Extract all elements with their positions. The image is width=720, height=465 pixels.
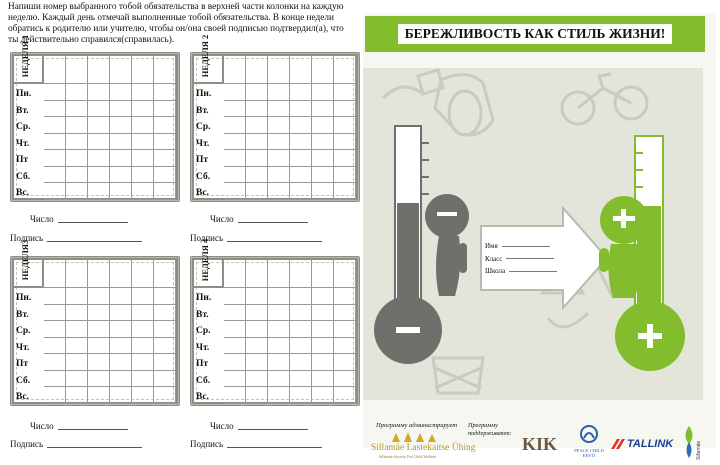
grid-cell[interactable] [88, 117, 110, 134]
grid-cell[interactable] [246, 150, 268, 167]
grid-cell[interactable] [334, 354, 356, 371]
grid-cell[interactable] [110, 84, 132, 101]
grid-cell[interactable] [334, 84, 356, 101]
grid-cell[interactable] [268, 260, 290, 288]
grid-cell[interactable] [290, 354, 312, 371]
grid-cell[interactable] [268, 305, 290, 322]
poster-title: БЕРЕЖЛИВОСТЬ КАК СТИЛЬ ЖИЗНИ! [398, 24, 673, 44]
grid-cell[interactable] [88, 84, 110, 101]
grid-cell[interactable] [44, 260, 66, 288]
grid-cell[interactable] [312, 84, 334, 101]
grid-cell[interactable] [224, 387, 246, 404]
grid-cell[interactable] [88, 338, 110, 355]
grid-cell[interactable] [44, 387, 66, 404]
grid-cell[interactable] [268, 84, 290, 101]
grid-cell[interactable] [110, 305, 132, 322]
peace-child-logo: PEACE CHILD EESTI [571, 424, 607, 462]
grid-cell[interactable] [132, 56, 154, 84]
grid-cell[interactable] [66, 56, 88, 84]
grid-cell[interactable] [110, 117, 132, 134]
sillamae-city-logo: Sillamäe [682, 424, 710, 462]
city-emblem-icon [682, 424, 696, 460]
grid-cell[interactable] [334, 183, 356, 200]
grid-cell[interactable] [334, 150, 356, 167]
grid-cell[interactable] [290, 338, 312, 355]
grid-cell[interactable] [154, 387, 176, 404]
grid-cell[interactable] [334, 134, 356, 151]
grid-cell[interactable] [312, 117, 334, 134]
day-label: Вс. [16, 188, 29, 198]
grid-cell[interactable] [268, 371, 290, 388]
grid-cell[interactable] [66, 84, 88, 101]
grid-cell[interactable] [312, 321, 334, 338]
grid-cell[interactable] [224, 84, 246, 101]
grid-cell[interactable] [246, 84, 268, 101]
grid-cell[interactable] [312, 354, 334, 371]
grid-cell[interactable] [132, 150, 154, 167]
week-4-grid[interactable] [224, 260, 356, 404]
grid-cell[interactable] [224, 338, 246, 355]
grid-cell[interactable] [44, 371, 66, 388]
grid-cell[interactable] [154, 56, 176, 84]
week-1-date-line[interactable]: Число [30, 214, 128, 224]
grid-cell[interactable] [312, 183, 334, 200]
grid-cell[interactable] [44, 321, 66, 338]
grid-cell[interactable] [224, 134, 246, 151]
grid-cell[interactable] [334, 56, 356, 84]
grid-cell[interactable] [246, 56, 268, 84]
grid-cell[interactable] [246, 321, 268, 338]
grid-cell[interactable] [312, 260, 334, 288]
day-label: Вс. [196, 188, 209, 198]
week-4-days [196, 290, 224, 406]
grid-cell[interactable] [334, 321, 356, 338]
day-label: Ср. [196, 326, 211, 336]
grid-cell[interactable] [268, 101, 290, 118]
week-2-table [190, 34, 360, 202]
day-label: Пт [16, 359, 29, 369]
day-label: Ср. [16, 122, 31, 132]
grid-cell[interactable] [132, 117, 154, 134]
grid-cell[interactable] [66, 183, 88, 200]
week-1-sign-line[interactable]: Подпись [10, 233, 142, 243]
grid-cell[interactable] [154, 150, 176, 167]
week-1-grid[interactable] [44, 56, 176, 200]
grid-cell[interactable] [290, 150, 312, 167]
grid-cell[interactable] [132, 387, 154, 404]
org-logo-icon [388, 430, 438, 444]
grid-cell[interactable] [66, 387, 88, 404]
week-4-date-line[interactable]: Число [210, 421, 308, 431]
grid-cell[interactable] [88, 305, 110, 322]
day-label: Сб. [16, 171, 31, 182]
instructions-text: Напиши номер выбранного тобой обязательства в верхней части колонки на каждую неделю. Каждый день отмечай выполненные тобой обязательства. В конце недели обратись к родителю или учителю, чтобы он/она своей подписью подтвердил(а), что ты действительно справился(справилась). [8, 2, 344, 45]
week-1-days [16, 86, 44, 202]
week-2-grid[interactable] [224, 56, 356, 200]
grid-cell[interactable] [224, 150, 246, 167]
grid-cell[interactable] [334, 117, 356, 134]
grid-cell[interactable] [66, 101, 88, 118]
grid-cell[interactable] [154, 321, 176, 338]
grid-cell[interactable] [334, 305, 356, 322]
grid-cell[interactable] [44, 288, 66, 305]
day-label: Пн. [196, 89, 212, 99]
grid-cell[interactable] [44, 150, 66, 167]
grid-cell[interactable] [268, 117, 290, 134]
week-3-days [16, 290, 44, 406]
grid-cell[interactable] [66, 321, 88, 338]
grid-cell[interactable] [88, 260, 110, 288]
grid-cell[interactable] [110, 167, 132, 184]
grid-cell[interactable] [44, 338, 66, 355]
grid-cell[interactable] [312, 371, 334, 388]
grid-cell[interactable] [44, 167, 66, 184]
grid-cell[interactable] [334, 101, 356, 118]
day-label: Чт. [16, 342, 30, 353]
grid-cell[interactable] [44, 84, 66, 101]
grid-cell[interactable] [66, 150, 88, 167]
grid-cell[interactable] [154, 305, 176, 322]
grid-cell[interactable] [312, 150, 334, 167]
poster-illustration [363, 68, 703, 400]
tallink-icon [611, 439, 625, 449]
day-label: Вт. [196, 309, 209, 320]
grid-cell[interactable] [66, 371, 88, 388]
day-label: Вт. [16, 105, 29, 116]
grid-cell[interactable] [290, 260, 312, 288]
grid-cell[interactable] [132, 338, 154, 355]
day-label: Пн. [16, 293, 32, 303]
class-field[interactable]: Класс [485, 253, 557, 266]
grid-cell[interactable] [66, 305, 88, 322]
week-3-table [10, 239, 180, 406]
tallink-logo: TALLINK [611, 438, 673, 450]
grid-cell[interactable] [132, 101, 154, 118]
grid-cell[interactable] [44, 354, 66, 371]
day-label: Пт [196, 359, 209, 369]
day-label: Чт. [196, 342, 210, 353]
grid-cell[interactable] [132, 321, 154, 338]
day-label: Пн. [196, 293, 212, 303]
grid-cell[interactable] [88, 371, 110, 388]
week-1-title: НЕДЕЛЯ 1 [20, 34, 30, 78]
grid-cell[interactable] [268, 321, 290, 338]
week-2-sign-line[interactable]: Подпись [190, 233, 322, 243]
grid-cell[interactable] [290, 134, 312, 151]
grid-cell[interactable] [88, 167, 110, 184]
poster-title-banner [365, 16, 705, 52]
grid-cell[interactable] [44, 101, 66, 118]
grid-cell[interactable] [224, 183, 246, 200]
day-label: Вт. [196, 105, 209, 116]
org-name: Sillamäe Lastekaitse Ühing [371, 443, 476, 453]
grid-cell[interactable] [224, 101, 246, 118]
grid-cell[interactable] [110, 338, 132, 355]
grid-cell[interactable] [88, 56, 110, 84]
day-label: Пт [16, 155, 29, 165]
day-label: Вт. [16, 309, 29, 320]
grid-cell[interactable] [110, 260, 132, 288]
grid-cell[interactable] [110, 288, 132, 305]
day-label: Ср. [196, 122, 211, 132]
grid-cell[interactable] [154, 134, 176, 151]
grid-cell[interactable] [154, 167, 176, 184]
grid-cell[interactable] [154, 371, 176, 388]
grid-cell[interactable] [224, 56, 246, 84]
grid-cell[interactable] [290, 84, 312, 101]
grid-cell[interactable] [154, 101, 176, 118]
grid-cell[interactable] [132, 84, 154, 101]
grid-cell[interactable] [224, 288, 246, 305]
grid-cell[interactable] [246, 167, 268, 184]
grid-cell[interactable] [154, 117, 176, 134]
grid-cell[interactable] [312, 167, 334, 184]
grid-cell[interactable] [132, 371, 154, 388]
grid-cell[interactable] [154, 84, 176, 101]
kik-logo: KIK [522, 434, 558, 454]
grid-cell[interactable] [290, 288, 312, 305]
grid-cell[interactable] [110, 387, 132, 404]
grid-cell[interactable] [88, 354, 110, 371]
grid-cell[interactable] [88, 101, 110, 118]
day-label: Пн. [16, 89, 32, 99]
grid-cell[interactable] [132, 167, 154, 184]
grid-cell[interactable] [290, 371, 312, 388]
grid-cell[interactable] [246, 371, 268, 388]
day-label: Вс. [16, 392, 29, 402]
grid-cell[interactable] [246, 260, 268, 288]
grid-cell[interactable] [290, 183, 312, 200]
grid-cell[interactable] [66, 134, 88, 151]
week-4-sign-line[interactable]: Подпись [190, 439, 322, 449]
grid-cell[interactable] [290, 56, 312, 84]
grid-cell[interactable] [290, 117, 312, 134]
grid-cell[interactable] [268, 387, 290, 404]
grid-cell[interactable] [224, 167, 246, 184]
week-2-date-line[interactable]: Число [210, 214, 308, 224]
grid-cell[interactable] [224, 371, 246, 388]
week-2-days [196, 86, 224, 202]
week-3-grid[interactable] [44, 260, 176, 404]
grid-cell[interactable] [224, 305, 246, 322]
grid-cell[interactable] [268, 134, 290, 151]
grid-cell[interactable] [88, 183, 110, 200]
grid-cell[interactable] [110, 101, 132, 118]
grid-cell[interactable] [88, 288, 110, 305]
grid-cell[interactable] [66, 167, 88, 184]
grid-cell[interactable] [132, 288, 154, 305]
grid-cell[interactable] [246, 354, 268, 371]
grid-cell[interactable] [290, 167, 312, 184]
grid-cell[interactable] [246, 288, 268, 305]
grid-cell[interactable] [110, 134, 132, 151]
name-fields [485, 240, 557, 278]
grid-cell[interactable] [224, 260, 246, 288]
grid-cell[interactable] [290, 387, 312, 404]
grid-cell[interactable] [88, 134, 110, 151]
grid-cell[interactable] [132, 134, 154, 151]
grid-cell[interactable] [312, 288, 334, 305]
grid-cell[interactable] [44, 134, 66, 151]
grid-cell[interactable] [268, 56, 290, 84]
grid-cell[interactable] [268, 167, 290, 184]
grid-cell[interactable] [334, 371, 356, 388]
school-field[interactable]: Школа [485, 265, 557, 278]
grid-cell[interactable] [44, 183, 66, 200]
grid-cell[interactable] [290, 321, 312, 338]
grid-cell[interactable] [88, 150, 110, 167]
day-label: Чт. [196, 138, 210, 149]
grid-cell[interactable] [268, 150, 290, 167]
grid-cell[interactable] [132, 260, 154, 288]
grid-cell[interactable] [224, 321, 246, 338]
day-label: Ср. [16, 326, 31, 336]
grid-cell[interactable] [312, 134, 334, 151]
grid-cell[interactable] [110, 56, 132, 84]
day-label: Сб. [196, 375, 211, 386]
grid-cell[interactable] [154, 288, 176, 305]
grid-cell[interactable] [290, 305, 312, 322]
grid-cell[interactable] [246, 134, 268, 151]
grid-cell[interactable] [110, 183, 132, 200]
grid-cell[interactable] [88, 387, 110, 404]
support-caption: Программу поддерживают: [468, 422, 512, 437]
grid-cell[interactable] [268, 288, 290, 305]
day-label: Пт [196, 155, 209, 165]
week-3-date-line[interactable]: Число [30, 421, 128, 431]
grid-cell[interactable] [334, 288, 356, 305]
week-3-sign-line[interactable]: Подпись [10, 439, 142, 449]
week-2-title: НЕДЕЛЯ 2 [200, 34, 210, 78]
grid-cell[interactable] [290, 101, 312, 118]
grid-cell[interactable] [66, 117, 88, 134]
grid-cell[interactable] [44, 117, 66, 134]
grid-cell[interactable] [154, 260, 176, 288]
grid-cell[interactable] [334, 167, 356, 184]
day-label: Сб. [196, 171, 211, 182]
grid-cell[interactable] [132, 183, 154, 200]
admin-caption: Программу администрирует [376, 422, 458, 429]
grid-cell[interactable] [334, 387, 356, 404]
grid-cell[interactable] [154, 354, 176, 371]
grid-cell[interactable] [334, 260, 356, 288]
grid-cell[interactable] [110, 150, 132, 167]
org-subtitle: Sillamäe Society For Child Welfare [379, 454, 436, 459]
name-field[interactable]: Имя [485, 240, 557, 253]
grid-cell[interactable] [246, 117, 268, 134]
grid-cell[interactable] [110, 321, 132, 338]
grid-cell[interactable] [246, 305, 268, 322]
grid-cell[interactable] [110, 354, 132, 371]
grid-cell[interactable] [154, 338, 176, 355]
grid-cell[interactable] [268, 183, 290, 200]
grid-cell[interactable] [312, 305, 334, 322]
peace-child-icon [578, 424, 600, 444]
week-3-title: НЕДЕЛЯ3 [20, 239, 30, 281]
grid-cell[interactable] [246, 387, 268, 404]
week-4-title: НЕДЕЛЯ 4 [200, 238, 210, 282]
day-label: Чт. [16, 138, 30, 149]
grid-cell[interactable] [312, 101, 334, 118]
grid-cell[interactable] [224, 117, 246, 134]
grid-cell[interactable] [268, 354, 290, 371]
grid-cell[interactable] [334, 338, 356, 355]
grid-cell[interactable] [66, 260, 88, 288]
grid-cell[interactable] [312, 387, 334, 404]
grid-cell[interactable] [268, 338, 290, 355]
week-1-table [10, 34, 180, 202]
grid-cell[interactable] [110, 371, 132, 388]
grid-cell[interactable] [44, 305, 66, 322]
grid-cell[interactable] [312, 56, 334, 84]
grid-cell[interactable] [66, 338, 88, 355]
grid-cell[interactable] [312, 338, 334, 355]
grid-cell[interactable] [88, 321, 110, 338]
grid-cell[interactable] [44, 56, 66, 84]
grid-cell[interactable] [154, 183, 176, 200]
grid-cell[interactable] [132, 305, 154, 322]
grid-cell[interactable] [246, 338, 268, 355]
grid-cell[interactable] [66, 354, 88, 371]
day-label: Вс. [196, 392, 209, 402]
grid-cell[interactable] [132, 354, 154, 371]
grid-cell[interactable] [66, 288, 88, 305]
grid-cell[interactable] [246, 183, 268, 200]
grid-cell[interactable] [224, 354, 246, 371]
day-label: Сб. [16, 375, 31, 386]
grid-cell[interactable] [246, 101, 268, 118]
